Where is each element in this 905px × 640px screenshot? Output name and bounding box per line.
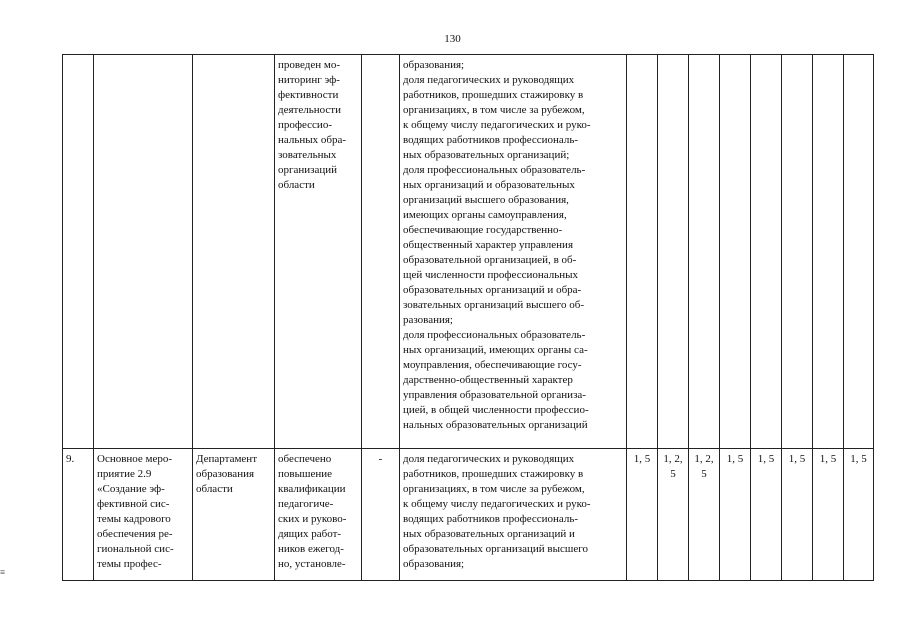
cell-text-line: Департамент (196, 453, 258, 465)
cell-value (658, 449, 689, 581)
cell-deadline (362, 55, 400, 449)
cell-text-line: работников, прошедших стажировку в (403, 89, 584, 101)
cell-text-line: приятие 2.9 (97, 468, 152, 480)
cell-measure-name (94, 449, 193, 581)
cell-executor (193, 449, 275, 581)
cell-text-line: щей численности профессиональных (403, 269, 579, 281)
cell-text-line: водящих работников профессиональ- (403, 134, 579, 146)
cell-value (782, 55, 813, 449)
cell-text-line: 1, 5 (850, 453, 867, 465)
cell-text-line: доля педагогических и руководящих (403, 74, 575, 86)
cell-deadline: - (362, 449, 400, 581)
cell-text-line: деятельности (278, 104, 341, 116)
cell-text-line: фективной сис- (97, 498, 170, 510)
cell-text-line: обеспечения ре- (97, 528, 173, 540)
cell-value (689, 55, 720, 449)
cell-text-line: 1, 5 (788, 453, 806, 465)
cell-text-line: фективности (278, 89, 339, 101)
cell-text-line: 1, 5 (726, 453, 744, 465)
program-table (62, 54, 874, 581)
cell-text-line: к общему числу педагогических и руко- (403, 498, 591, 510)
cell-text-line: образовательных организаций высшего (403, 543, 588, 555)
cell-text-line: нальных образовательных организаций (403, 419, 588, 431)
cell-value (813, 449, 844, 581)
cell-text-line: гиональной сис- (97, 543, 174, 555)
cell-text-line: организациях, в том числе за рубежом, (403, 104, 585, 116)
cell-text-line: 1, 5 (633, 453, 651, 465)
cell-text-line: ских и руково- (278, 513, 347, 525)
cell-value (720, 449, 751, 581)
cell-number (63, 55, 94, 449)
cell-value (720, 55, 751, 449)
cell-text-line: области (278, 179, 315, 191)
cell-text-line: ных образовательных организаций; (403, 149, 570, 161)
cell-text-line: моуправления, обеспечивающие госу- (403, 359, 582, 371)
cell-text-line: педагогиче- (278, 498, 334, 510)
cell-text-line: образования; (403, 558, 465, 570)
cell-text-line: темы кадрового (97, 513, 171, 525)
cell-text-line: разования; (403, 314, 453, 326)
cell-value (813, 55, 844, 449)
table-row-continued (63, 55, 874, 449)
cell-text-line: 1, 2, (663, 453, 683, 465)
table-row-9 (63, 449, 874, 581)
cell-result (275, 55, 362, 449)
cell-text-line: доля педагогических и руководящих (403, 453, 575, 465)
cell-text-line: образовательных организаций и обра- (403, 284, 582, 296)
cell-value (658, 55, 689, 449)
cell-text-line: области (196, 483, 233, 495)
cell-text-line: организаций высшего образования, (403, 194, 569, 206)
cell-measure-name (94, 55, 193, 449)
cell-number: 9. (63, 449, 94, 581)
cell-text-line: повышение (278, 468, 332, 480)
cell-value (627, 55, 658, 449)
cell-value (689, 449, 720, 581)
cell-text-line: ных организаций, имеющих органы са- (403, 344, 588, 356)
cell-value (844, 55, 874, 449)
cell-text-line: зовательных организаций высшего об- (403, 299, 585, 311)
cell-value (844, 449, 874, 581)
cell-text-line: квалификации (278, 483, 346, 495)
page-number: 130 (444, 33, 461, 45)
cell-text-line: ниторинг эф- (278, 74, 340, 86)
cell-text-line: общественный характер управления (403, 239, 574, 251)
cell-executor (193, 55, 275, 449)
cell-text-line: но, установле- (278, 558, 346, 570)
cell-text-line: образования; (403, 59, 465, 71)
cell-text-line: к общему числу педагогических и руко- (403, 119, 591, 131)
margin-mark: ≡ (0, 567, 6, 577)
cell-text-line: дящих работ- (278, 528, 342, 540)
cell-value (782, 449, 813, 581)
cell-text-line: организациях, в том числе за рубежом, (403, 483, 585, 495)
cell-text-line: работников, прошедших стажировку в (403, 468, 584, 480)
cell-text-line: профессио- (278, 119, 332, 131)
cell-text-line: нальных обра- (278, 134, 347, 146)
cell-text-line: ных образовательных организаций и (403, 528, 575, 540)
cell-text-line: образования (196, 468, 255, 480)
cell-text-line: доля профессиональных образователь- (403, 329, 586, 341)
cell-text-line: образовательной организацией, в об- (403, 254, 577, 266)
cell-text-line: управления образовательной организа- (403, 389, 586, 401)
cell-text-line: 5 (670, 468, 676, 480)
cell-text-line: цией, в общей численности профессио- (403, 404, 589, 416)
cell-value (627, 449, 658, 581)
cell-value (751, 55, 782, 449)
cell-text-line: имеющих органы самоуправления, (403, 209, 567, 221)
cell-text-line: организаций (278, 164, 338, 176)
cell-text-line: проведен мо- (278, 59, 340, 71)
cell-text-line: «Создание эф- (97, 483, 165, 495)
cell-value (751, 449, 782, 581)
cell-indicators (400, 55, 627, 449)
cell-indicators (400, 449, 627, 581)
cell-text-line: дарственно-общественный характер (403, 374, 573, 386)
cell-text-line: темы профес- (97, 558, 162, 570)
cell-text-line: обеспечено (278, 453, 332, 465)
cell-result (275, 449, 362, 581)
cell-text-line: ников ежегод- (278, 543, 344, 555)
cell-text-line: доля профессиональных образователь- (403, 164, 586, 176)
cell-text-line: 1, 5 (757, 453, 775, 465)
cell-text-line: ных организаций и образовательных (403, 179, 575, 191)
cell-text-line: 1, 2, (694, 453, 714, 465)
cell-text-line: Основное меро- (97, 453, 173, 465)
cell-text-line: 1, 5 (819, 453, 837, 465)
cell-text-line: водящих работников профессиональ- (403, 513, 579, 525)
cell-text-line: зовательных (278, 149, 337, 161)
cell-text-line: 5 (701, 468, 707, 480)
cell-text-line: обеспечивающие государственно- (403, 224, 563, 236)
